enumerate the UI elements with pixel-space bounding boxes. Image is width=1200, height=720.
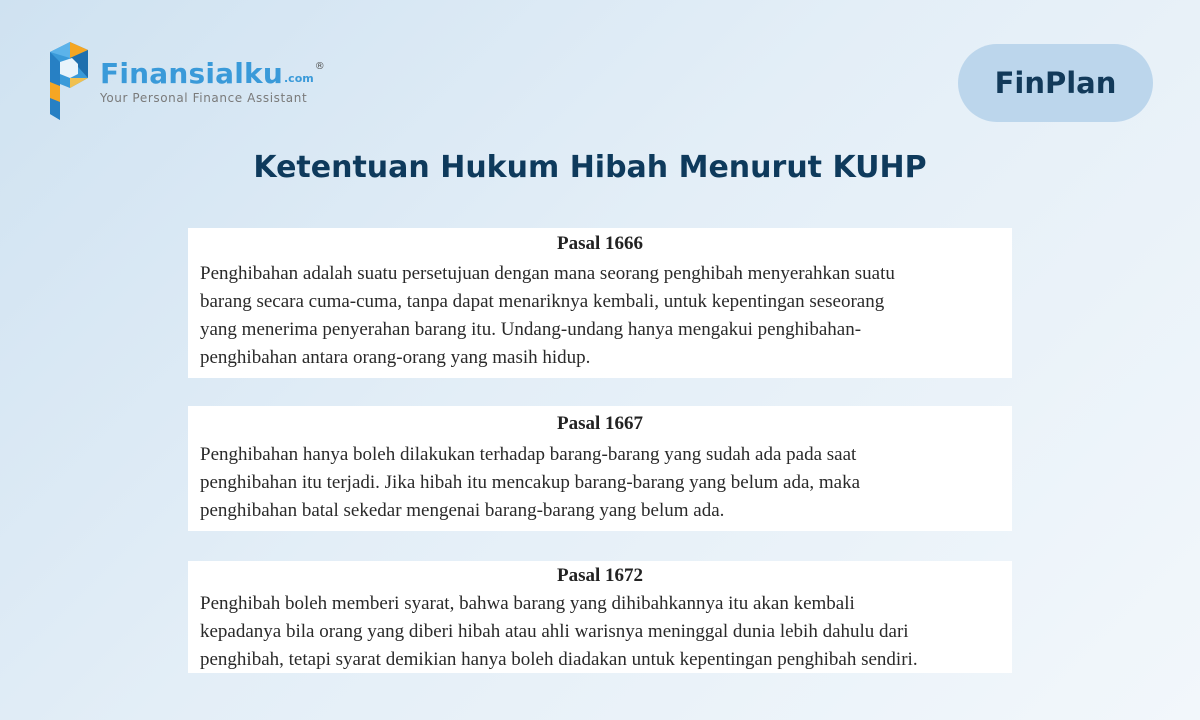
page-title: Ketentuan Hukum Hibah Menurut KUHP: [253, 150, 927, 185]
finansialku-logo[interactable]: [48, 42, 325, 122]
article-body: Penghibah boleh memberi syarat, bahwa barang yang dihibahkannya itu akan kembali kepadanya bila orang yang diberi hibah atau ahli warisnya meninggal dunia lebih dahulu dari penghibah, tetapi syarat demikian hanya boleh diadakan untuk kepentingan penghibah sendiri.: [200, 593, 918, 670]
article-heading: Pasal 1672: [556, 565, 644, 586]
logo-wordmark: Finansialku: [100, 56, 283, 90]
article-heading: Pasal 1666: [556, 233, 644, 254]
finplan-badge[interactable]: FinPlan: [958, 44, 1153, 122]
article-card-pasal-1667: [188, 406, 1012, 531]
finansialku-logo-icon: [48, 42, 90, 122]
logo-suffix: .com: [284, 71, 314, 85]
article-body: Penghibahan adalah suatu persetujuan dengan mana seorang penghibah menyerahkan suatu barang secara cuma-cuma, tanpa dapat menariknya kembali, untuk kepentingan seseorang yang menerima penyerahan barang itu. Undang-undang hanya mengakui penghibahan- penghibahan antara orang-orang yang masih hidup.: [200, 263, 895, 368]
article-card-pasal-1666: [188, 228, 1012, 378]
article-body: Penghibahan hanya boleh dilakukan terhadap barang-barang yang sudah ada pada saat penghibahan itu terjadi. Jika hibah itu mencakup barang-barang yang belum ada, maka penghibahan batal sekedar mengenai barang-barang yang belum ada.: [200, 444, 861, 521]
registered-mark: ®: [314, 60, 325, 72]
logo-tagline: Your Personal Finance Assistant: [100, 90, 308, 105]
article-card-pasal-1672: [188, 561, 1012, 673]
article-heading: Pasal 1667: [556, 413, 644, 434]
